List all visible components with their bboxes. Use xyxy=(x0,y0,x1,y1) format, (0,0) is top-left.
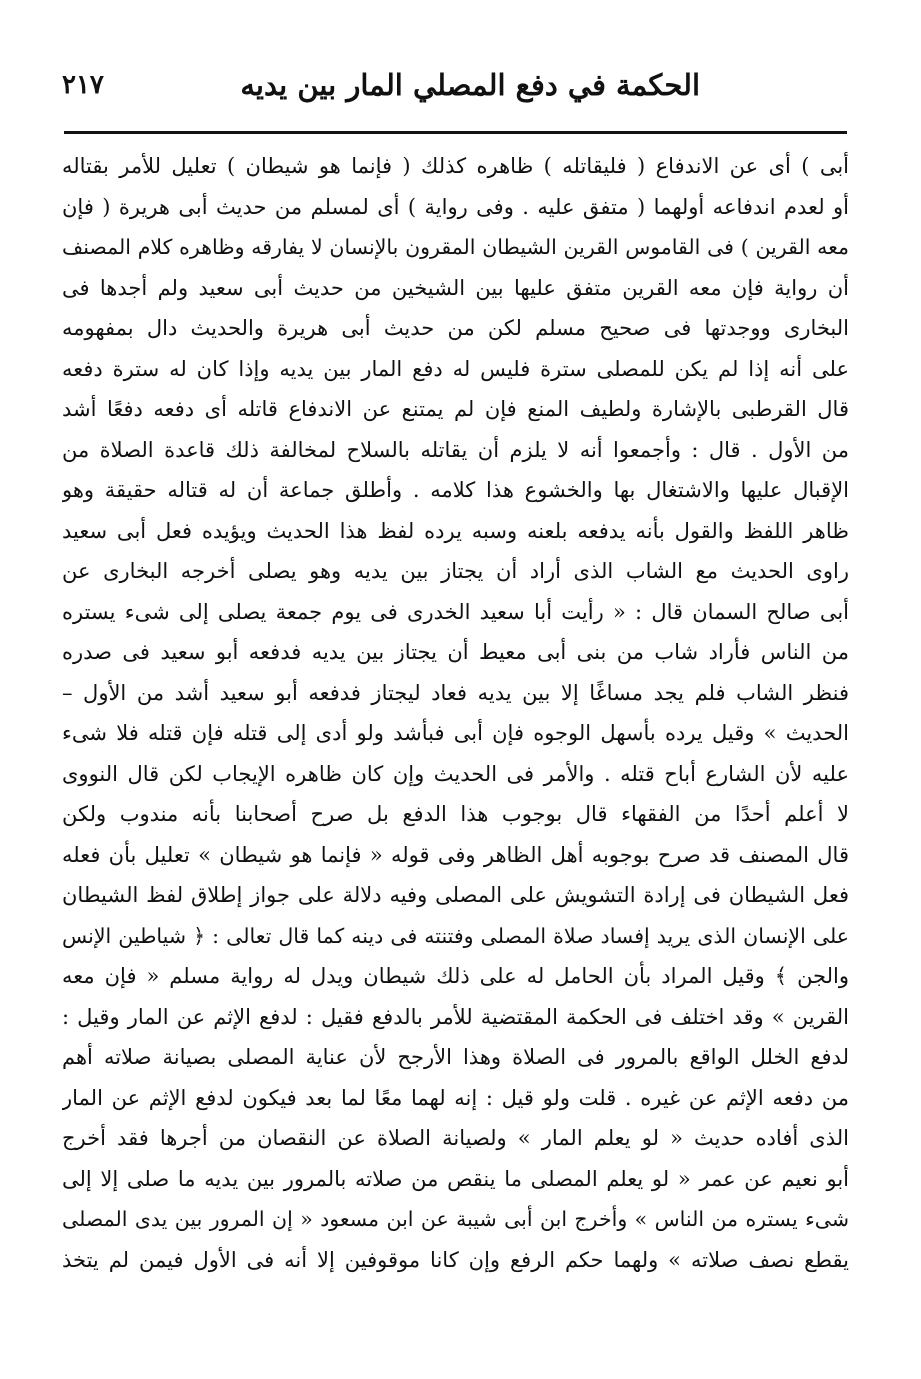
text-line: راوى الحديث مع الشاب الذى أراد أن يجتاز بين يديه وهو يصلى أخرجه البخارى عن xyxy=(62,559,849,583)
text-line: البخارى ووجدتها فى صحيح مسلم لكن من حديث أبى هريرة والحديث دال بمفهومه xyxy=(62,316,849,340)
text-line: أو لعدم اندفاعه أولهما ( متفق عليه . وفى رواية ) أى لمسلم من حديث أبى هريرة ( فإن xyxy=(62,194,849,219)
text-line: عليه لأن الشارع أباح قتله . والأمر فى الحديث وإن كان ظاهره الإيجاب لكن قال النووى xyxy=(62,761,849,786)
text-line: أن رواية فإن معه القرين متفق عليها بين الشيخين من حديث أبى سعيد ولم أجدها فى xyxy=(62,275,849,300)
text-line: شىء يستره من الناس » وأخرج ابن أبى شيبة عن ابن مسعود « إن المرور بين يدى المصلى xyxy=(62,1207,849,1231)
text-line: على أنه إذا لم يكن للمصلى سترة فليس له دفع المار بين يديه وإذا كان له سترة دفعه xyxy=(62,356,849,381)
text-line: قال المصنف قد صرح بوجوبه أهل الظاهر وفى قوله « فإنما هو شيطان » تعليل بأن فعله xyxy=(62,842,849,867)
text-line: الحديث » وقيل يرده بأسهل الوجوه فإن أبى فبأشد ولو أدى إلى قتله فإن قتله فلا شىء xyxy=(62,721,849,745)
text-line: فنظر الشاب فلم يجد مساغًا إلا بين يديه فعاد ليجتاز فدفعه أبو سعيد أشد من الأول – xyxy=(62,680,849,705)
text-line: والجن ﴾ وقيل المراد بأن الحامل له على ذلك شيطان ويدل له رواية مسلم « فإن معه xyxy=(62,964,849,988)
text-line: الإقبال عليها والاشتغال بها والخشوع هذا كلامه . وأطلق جماعة أن له قتاله حقيقة وهو xyxy=(62,478,849,502)
text-line: من دفعه الإثم عن غيره . قلت ولو قيل : إنه لهما معًا لما بعد فيكون لدفع الإثم عن المار xyxy=(62,1085,849,1110)
text-line: لدفع الخلل الواقع بالمرور فى الصلاة وهذا الأرجح لأن عناية المصلى بصيانة صلاته أهم xyxy=(62,1045,849,1069)
text-line: أبى ) أى عن الاندفاع ( فليقاتله ) ظاهره كذلك ( فإنما هو شيطان ) تعليل للأمر بقتاله xyxy=(62,154,849,178)
text-line: أبو نعيم عن عمر « لو يعلم المصلى ما ينقص من صلاته بالمرور بين يديه ما صلى إلا إلى xyxy=(62,1166,849,1191)
text-line: على الإنسان الذى يريد إفساد صلاة المصلى وفتنته فى دينه كما قال تعالى : ﴿ شياطين الإنس xyxy=(62,923,849,948)
text-line: من الأول . قال : وأجمعوا أنه لا يلزم أن يقاتله بالسلاح لمخالفة ذلك قاعدة الصلاة من xyxy=(62,437,849,462)
body-text xyxy=(62,146,849,1326)
text-line: الذى أفاده حديث « لو يعلم المار » ولصيانة الصلاة عن النقصان من أجرها فقد أخرج xyxy=(62,1126,849,1150)
text-line: يقطع نصف صلاته » ولهما حكم الرفع وإن كانا موقوفين إلا أنه فى الأول فيمن لم يتخذ xyxy=(62,1247,849,1272)
page-header xyxy=(60,62,850,118)
text-line: القرين » وقد اختلف فى الحكمة المقتضية للأمر بالدفع فقيل : لدفع الإثم عن المار وقيل : xyxy=(62,1004,849,1029)
running-title: الحكمة في دفع المصلي المار بين يديه xyxy=(240,68,700,102)
text-line: فعل الشيطان فى إرادة التشويش على المصلى وفيه دلالة على جواز إطلاق لفظ الشيطان xyxy=(62,883,849,907)
header-rule xyxy=(64,131,847,134)
text-line: ظاهر اللفظ والقول بأنه يدفعه بلعنه وسبه يرده لفظ هذا الحديث ويؤيده فعل أبى سعيد xyxy=(62,518,849,543)
text-line: أبى صالح السمان قال : « رأيت أبا سعيد الخدرى فى يوم جمعة يصلى إلى شىء يستره xyxy=(62,599,849,624)
text-line: معه القرين ) فى القاموس القرين الشيطان المقرون بالإنسان لا يفارقه وظاهره كلام المصنف xyxy=(62,235,849,259)
text-line: لا أعلم أحدًا من الفقهاء قال بوجوب هذا الدفع بل صرح أصحابنا بأنه مندوب ولكن xyxy=(62,802,849,826)
page-number: ٢١٧ xyxy=(62,70,104,100)
text-line: من الناس فأراد شاب من بنى أبى معيط أن يجتاز بين يديه فدفعه أبو سعيد فى صدره xyxy=(62,640,849,664)
text-line: قال القرطبى بالإشارة ولطيف المنع فإن لم يمتنع عن الاندفاع قاتله أى دفعه دفعًا أشد xyxy=(62,397,849,421)
